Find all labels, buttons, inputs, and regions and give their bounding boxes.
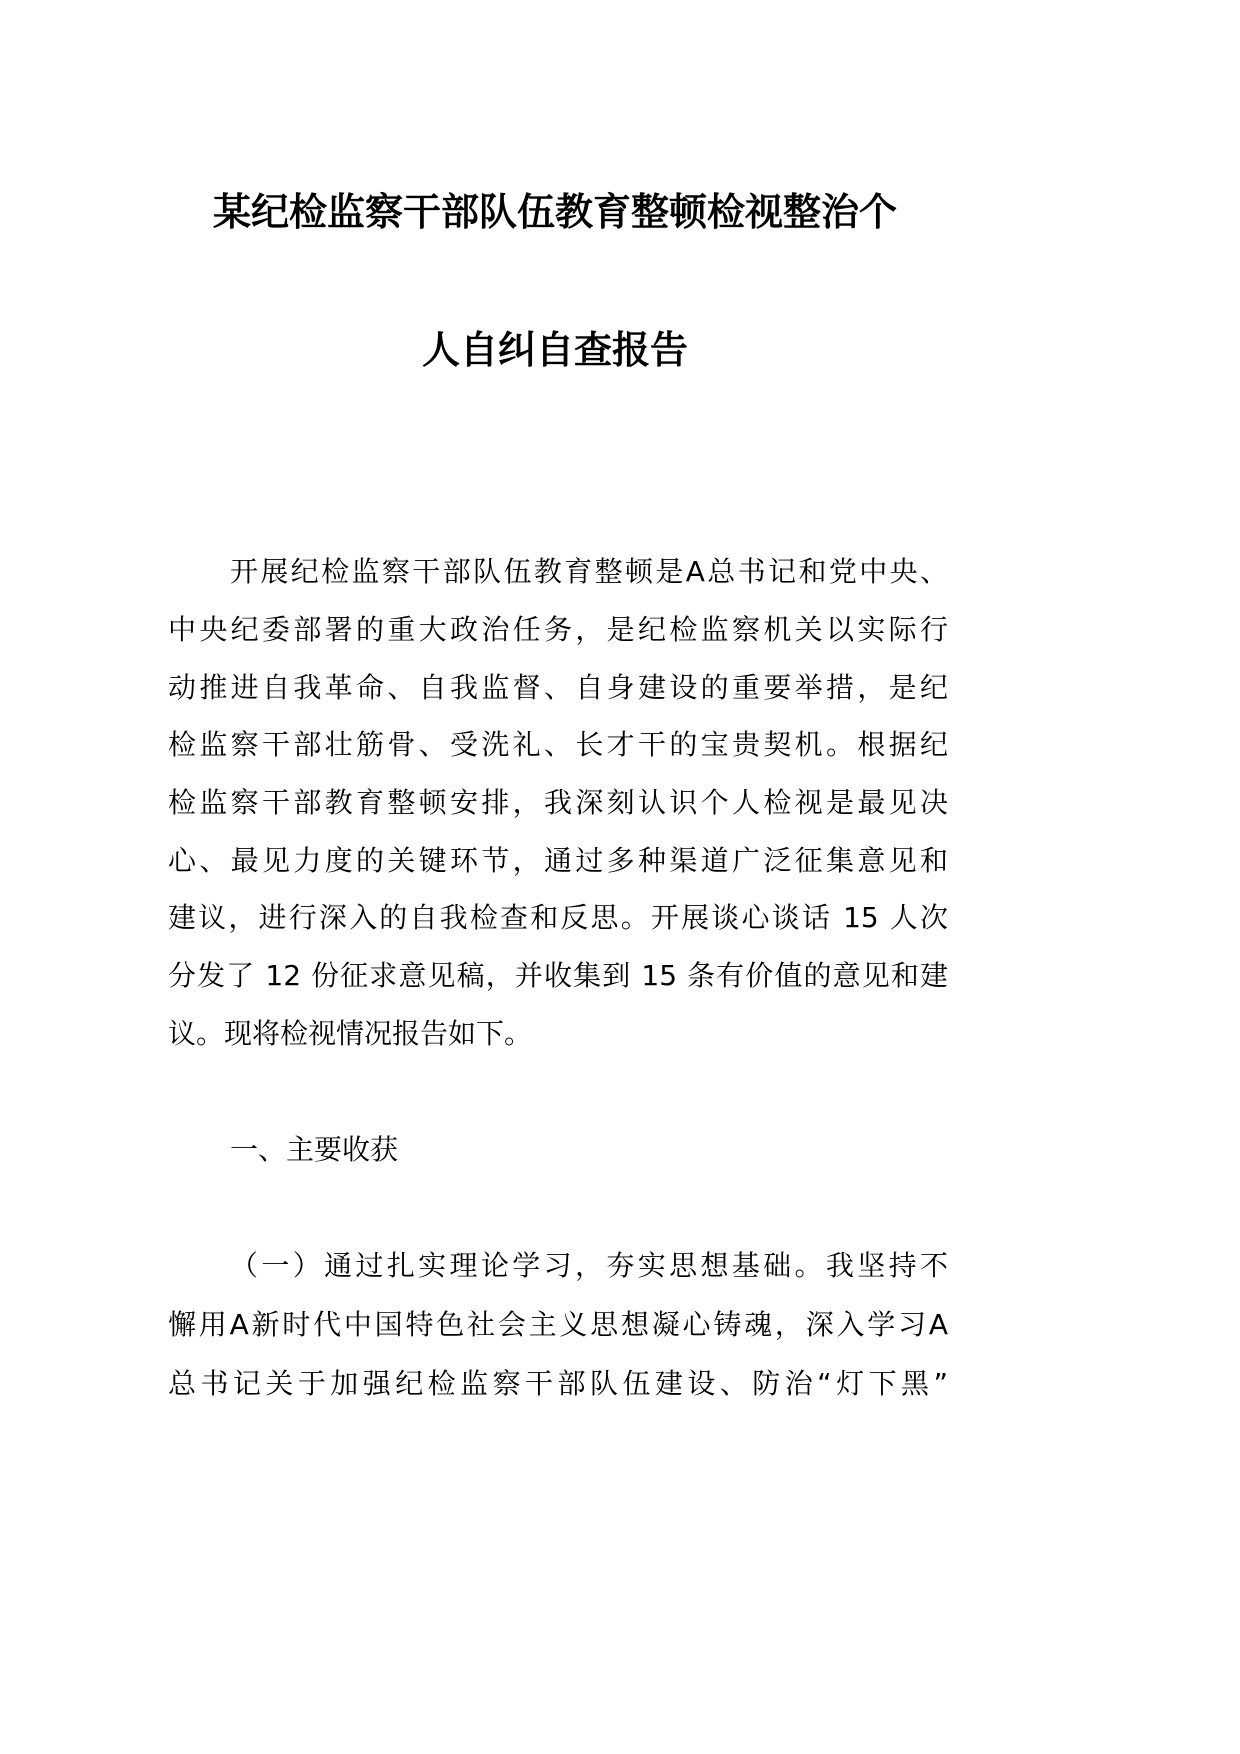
text-line: 检监察干部壮筋骨、受洗礼、长才干的宝贵契机。根据纪 xyxy=(168,728,948,761)
text-line: 议。现将检视情况报告如下。 xyxy=(168,1017,533,1050)
text-line: 懈用A新时代中国特色社会主义思想凝心铸魂，深入学习A xyxy=(168,1308,948,1341)
text-line: 动推进自我革命、自我监督、自身建设的重要举措，是纪 xyxy=(168,671,948,704)
text-line: 中央纪委部署的重大政治任务，是纪检监察机关以实际行 xyxy=(168,613,948,646)
text-line: 检监察干部教育整顿安排，我深刻认识个人检视是最见决 xyxy=(168,786,948,819)
text-line: 建议，进行深入的自我检查和反思。开展谈心谈话 15 人次 xyxy=(168,901,948,934)
title-line: 人自纠自查报告 xyxy=(421,328,688,372)
text-line: 总书记关于加强纪检监察干部队伍建设、防治“灯下黑” xyxy=(168,1367,948,1400)
text-line: 心、最见力度的关键环节，通过多种渠道广泛征集意见和 xyxy=(168,844,948,877)
title-line: 某纪检监察干部队伍教育整顿检视整治个 xyxy=(212,190,897,234)
section-heading: 一、主要收获 xyxy=(230,1133,399,1166)
text-line: 开展纪检监察干部队伍教育整顿是A总书记和党中央、 xyxy=(230,555,948,588)
text-line: 分发了 12 份征求意见稿，并收集到 15 条有价值的意见和建 xyxy=(168,959,948,992)
text-line: （一）通过扎实理论学习，夯实思想基础。我坚持不 xyxy=(230,1249,948,1282)
